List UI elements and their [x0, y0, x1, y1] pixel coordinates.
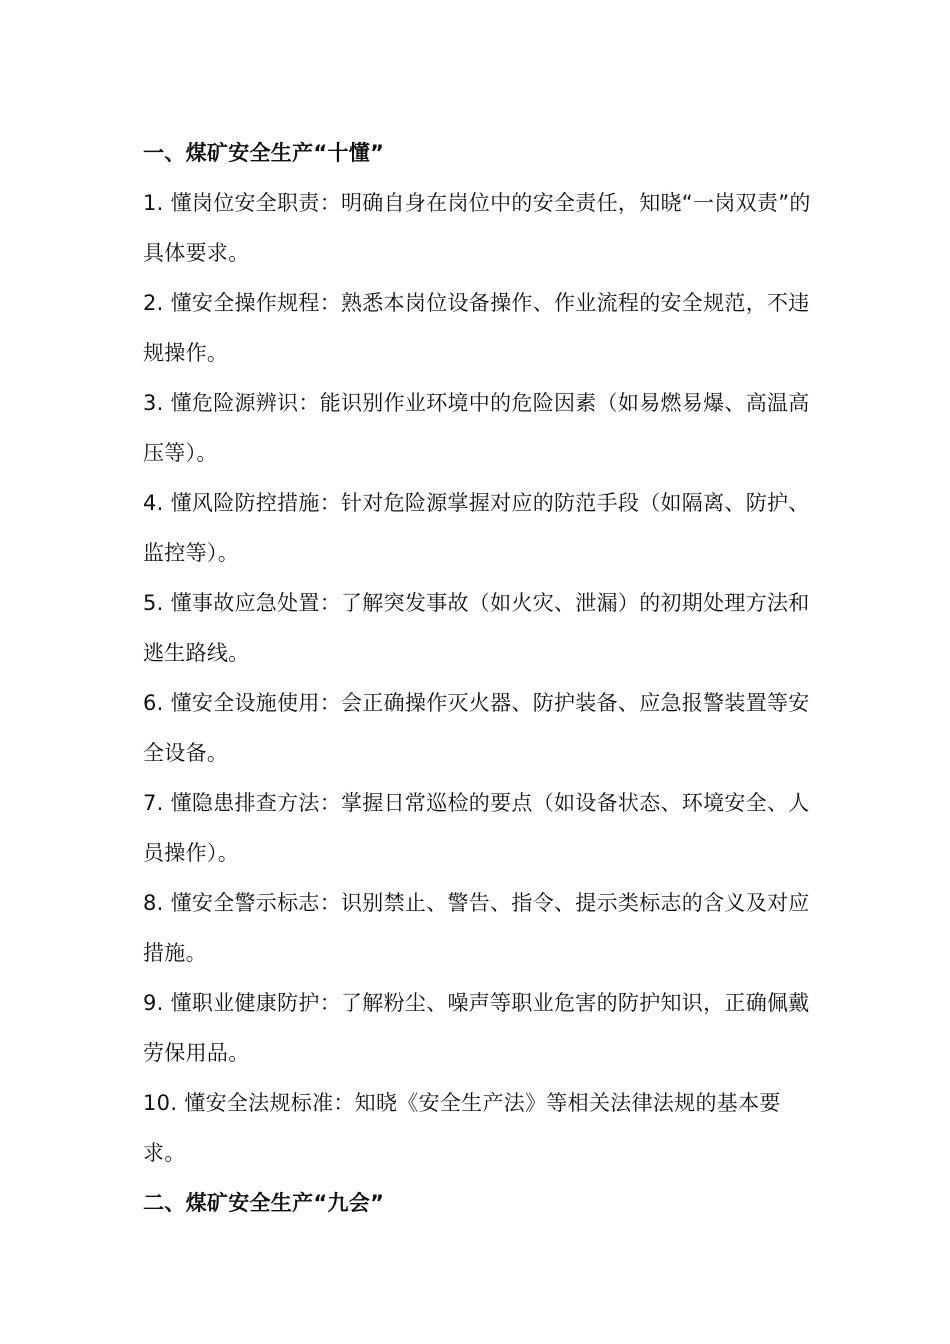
- list-item: 1. 懂岗位安全职责：明确自身在岗位中的安全责任，知晓“一岗双责”的具体要求。: [143, 191, 811, 265]
- list-item: 10. 懂安全法规标准：知晓《安全生产法》等相关法律法规的基本要求。: [143, 1091, 781, 1165]
- list-item: 4. 懂风险防控措施：针对危险源掌握对应的防范手段（如隔离、防护、监控等）。: [143, 491, 810, 565]
- list-item: 2. 懂安全操作规程：熟悉本岗位设备操作、作业流程的安全规范，不违规操作。: [143, 291, 810, 365]
- list-item: 5. 懂事故应急处置：了解突发事故（如火灾、泄漏）的初期处理方法和逃生路线。: [143, 591, 810, 665]
- section-heading-nine-skills: 二、煤矿安全生产“九会”: [143, 1191, 385, 1215]
- list-item: 6. 懂安全设施使用：会正确操作灭火器、防护装备、应急报警装置等安全设备。: [143, 691, 810, 765]
- list-item: 9. 懂职业健康防护：了解粉尘、噪声等职业危害的防护知识，正确佩戴劳保用品。: [143, 991, 810, 1065]
- list-item: 3. 懂危险源辨识：能识别作业环境中的危险因素（如易燃易爆、高温高压等）。: [143, 391, 810, 465]
- document-body: [143, 128, 813, 1228]
- list-item: 8. 懂安全警示标志：识别禁止、警告、指令、提示类标志的含义及对应措施。: [143, 891, 810, 965]
- section-heading-ten-understandings: 一、煤矿安全生产“十懂”: [143, 141, 385, 165]
- list-item: 7. 懂隐患排查方法：掌握日常巡检的要点（如设备状态、环境安全、人员操作）。: [143, 791, 810, 865]
